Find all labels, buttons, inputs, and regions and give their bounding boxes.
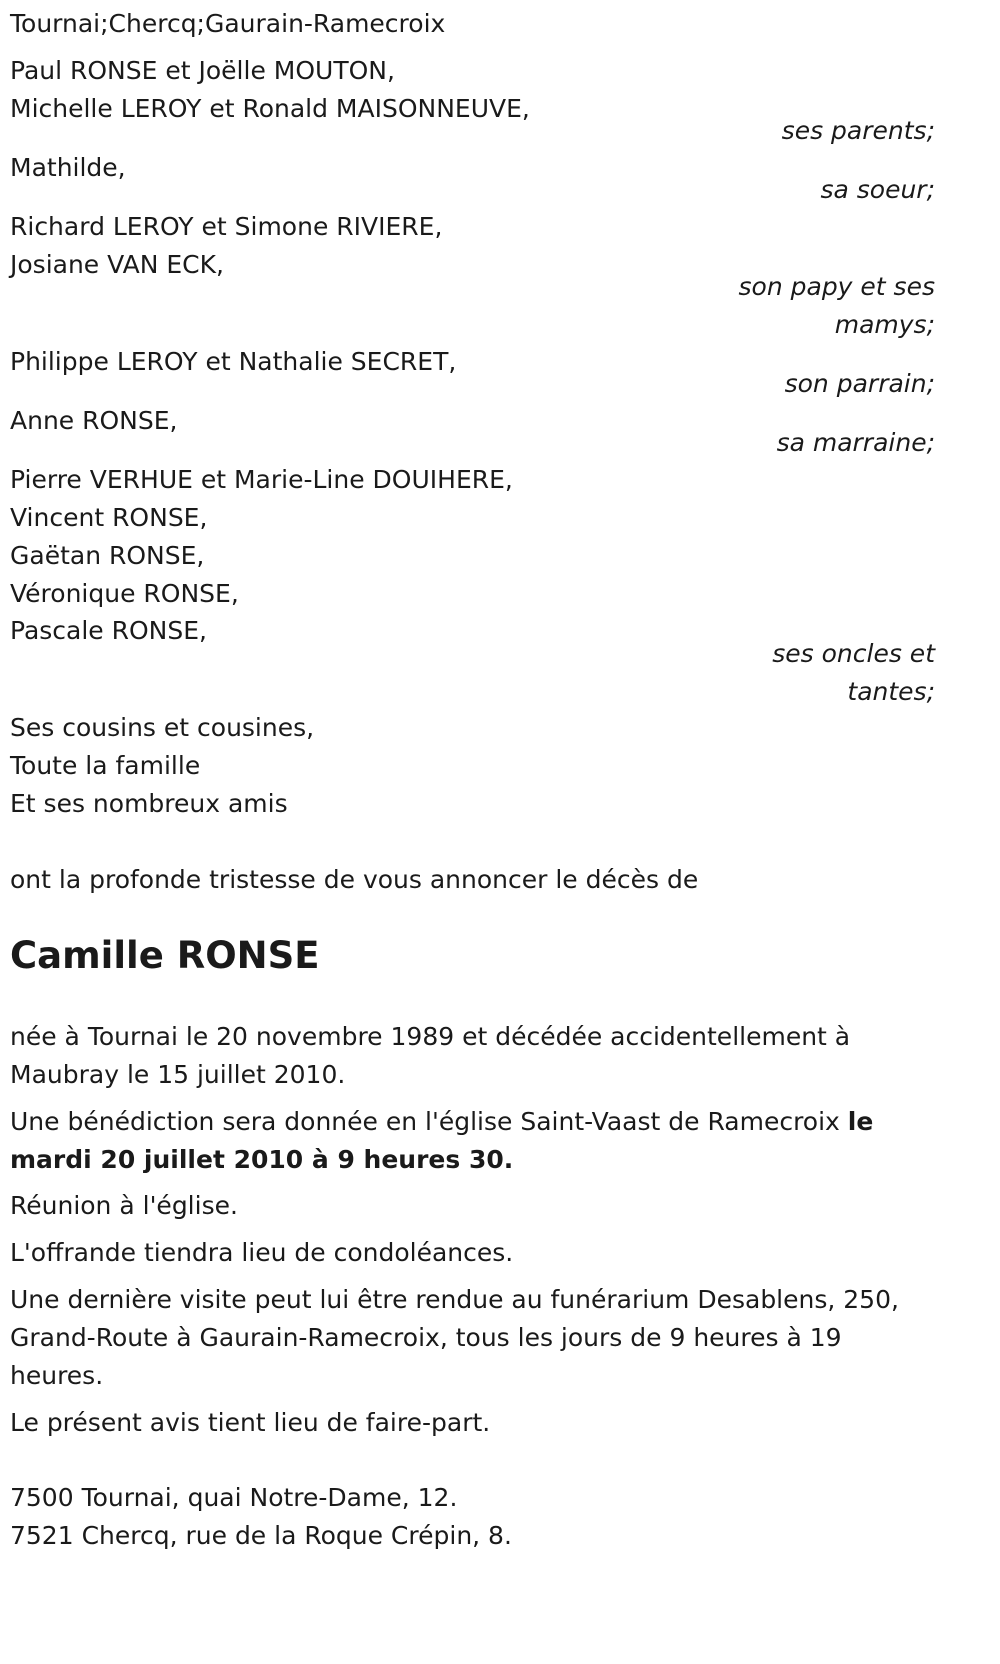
relation-label-uncles-aunts-cont: tantes;: [847, 677, 935, 706]
grandparent-name: Josiane VAN ECK,: [10, 250, 224, 279]
relation-label-uncles-aunts: ses oncles et: [772, 639, 935, 668]
blessing-text: [10, 1103, 935, 1179]
birth-death-text: née à Tournai le 20 novembre 1989 et décédée accidentellement à Maubray le 15 juillet 2010.: [10, 1022, 851, 1089]
relation-label-sister: sa soeur;: [820, 175, 935, 204]
sister-name: Mathilde,: [10, 153, 126, 182]
relation-label-godfather: son parrain;: [784, 369, 935, 398]
other-relatives: Ses cousins et cousines,: [10, 713, 315, 742]
godfather-name: Philippe LEROY et Nathalie SECRET,: [10, 347, 457, 376]
relation-label-godmother: sa marraine;: [776, 428, 935, 457]
notice-text: Le présent avis tient lieu de faire-part.: [10, 1408, 491, 1437]
blessing-datetime: le mardi 20 juillet 2010 à 9 heures 30.: [10, 1107, 874, 1174]
blessing-location: Une bénédiction sera donnée en l'église Saint-Vaast de Ramecroix: [10, 1107, 848, 1136]
locality-header: Tournai;Chercq;Gaurain-Ramecroix: [10, 9, 446, 38]
relation-label-parents: ses parents;: [781, 116, 935, 145]
visit-text: Une dernière visite peut lui être rendue au funérarium Desablens, 250, Grand-Route à Gaurain-Ramecroix, tous les jours de 9 heures à 19 heures.: [10, 1285, 899, 1390]
relation-label-grandparents-cont: mamys;: [834, 310, 935, 339]
parent-name: Michelle LEROY et Ronald MAISONNEUVE,: [10, 94, 530, 123]
announcement-text: ont la profonde tristesse de vous annoncer le décès de: [10, 865, 699, 894]
other-relatives: Toute la famille: [10, 751, 201, 780]
godmother-name: Anne RONSE,: [10, 406, 178, 435]
parent-name: Paul RONSE et Joëlle MOUTON,: [10, 56, 395, 85]
offering-text: L'offrande tiendra lieu de condoléances.: [10, 1238, 514, 1267]
uncle-aunt-name: Véronique RONSE,: [10, 579, 239, 608]
other-relatives: Et ses nombreux amis: [10, 789, 288, 818]
meeting-text: Réunion à l'église.: [10, 1191, 238, 1220]
uncle-aunt-name: Pascale RONSE,: [10, 616, 207, 645]
deceased-name: Camille RONSE: [10, 934, 320, 977]
uncle-aunt-name: Vincent RONSE,: [10, 503, 208, 532]
grandparent-name: Richard LEROY et Simone RIVIERE,: [10, 212, 443, 241]
address: 7521 Chercq, rue de la Roque Crépin, 8.: [10, 1521, 512, 1550]
relation-label-grandparents: son papy et ses: [738, 272, 935, 301]
uncle-aunt-name: Pierre VERHUE et Marie-Line DOUIHERE,: [10, 465, 513, 494]
address: 7500 Tournai, quai Notre-Dame, 12.: [10, 1483, 458, 1512]
uncle-aunt-name: Gaëtan RONSE,: [10, 541, 205, 570]
